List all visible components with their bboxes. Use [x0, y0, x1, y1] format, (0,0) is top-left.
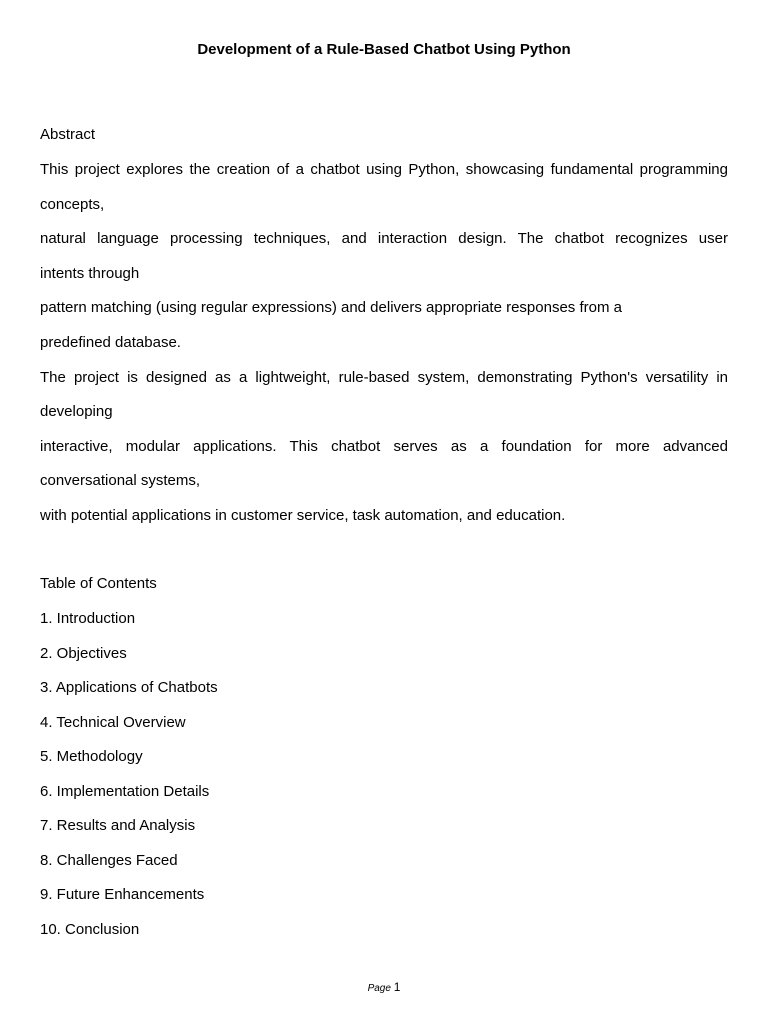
- page-number: 1: [393, 980, 401, 994]
- abstract-heading: Abstract: [40, 126, 96, 143]
- document-title: Development of a Rule-Based Chatbot Using Python: [197, 41, 571, 58]
- toc-item: 8. Challenges Faced: [40, 851, 178, 869]
- abstract-line: The project is designed as a lightweight, rule-based system, demonstrating Python's versatility in: [40, 368, 728, 386]
- toc-item: 10. Conclusion: [40, 920, 140, 938]
- abstract-line: with potential applications in customer service, task automation, and education.: [40, 506, 566, 524]
- toc-item: 4. Technical Overview: [40, 713, 186, 731]
- abstract-line: conversational systems,: [40, 472, 201, 490]
- abstract-line: developing: [40, 403, 113, 421]
- abstract-line: natural language processing techniques, and interaction design. The chatbot recognizes user: [40, 230, 728, 248]
- toc-item: 2. Objectives: [40, 644, 127, 662]
- page-label: Page: [367, 983, 391, 994]
- toc-item: 9. Future Enhancements: [40, 886, 205, 903]
- abstract-line: concepts,: [40, 195, 105, 213]
- abstract-line: interactive, modular applications. This chatbot serves as a foundation for more advanced: [40, 437, 728, 455]
- toc-item: 7. Results and Analysis: [40, 817, 196, 834]
- abstract-line: intents through: [40, 264, 140, 282]
- abstract-line: predefined database.: [40, 333, 181, 351]
- table-of-contents: [40, 610, 218, 955]
- toc-item: 3. Applications of Chatbots: [40, 679, 218, 696]
- toc-item: 5. Methodology: [40, 748, 143, 765]
- abstract-line: This project explores the creation of a chatbot using Python, showcasing fundamental programming: [40, 161, 728, 178]
- toc-heading: Table of Contents: [40, 575, 157, 592]
- abstract-line: pattern matching (using regular expressions) and delivers appropriate responses from a: [40, 299, 622, 317]
- abstract-body: [40, 161, 728, 542]
- page-footer: [0, 980, 768, 996]
- toc-item: 6. Implementation Details: [40, 782, 210, 800]
- toc-item: 1. Introduction: [40, 610, 136, 627]
